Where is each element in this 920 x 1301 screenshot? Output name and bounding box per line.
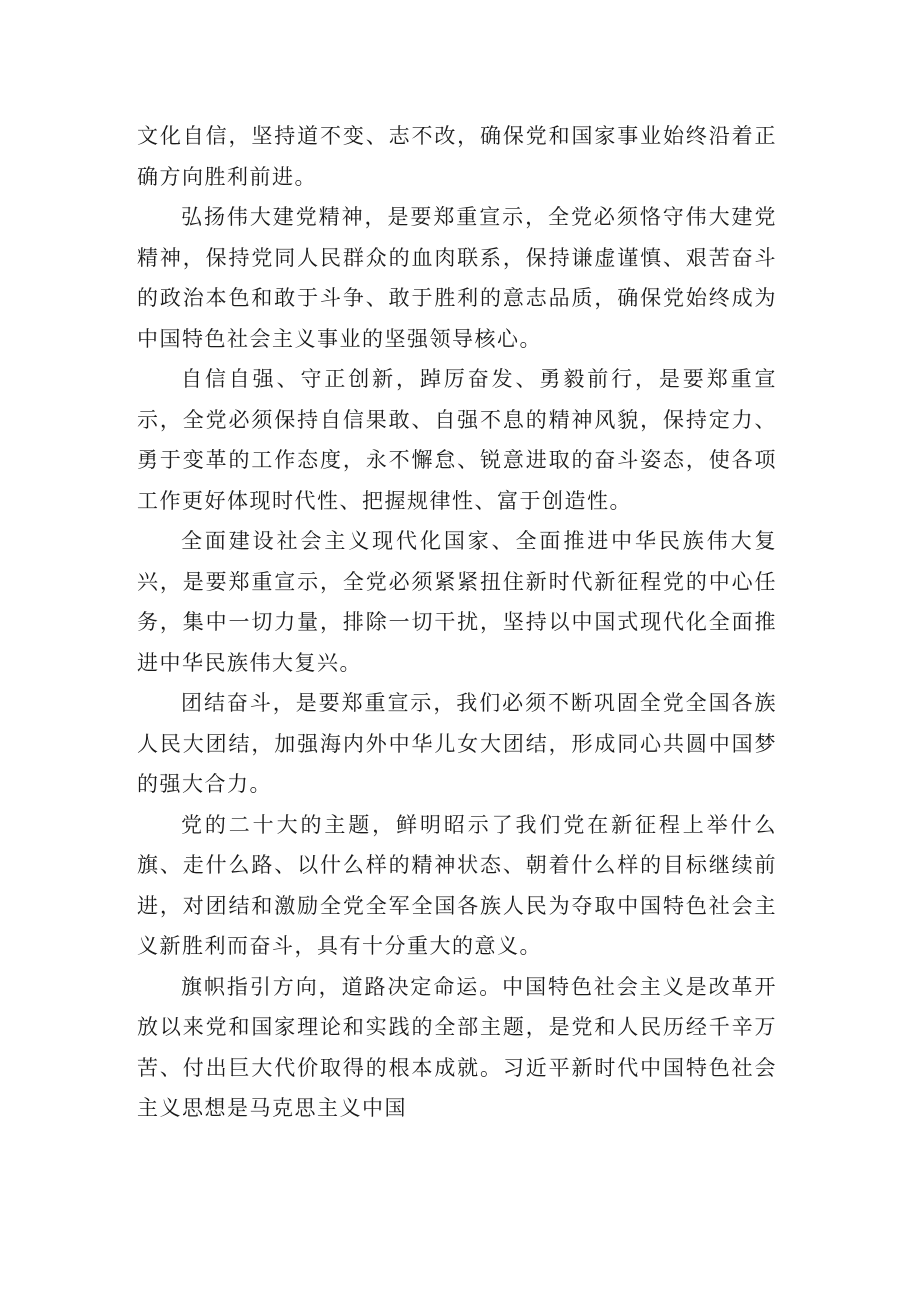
paragraph-1: 文化自信，坚持道不变、志不改，确保党和国家事业始终沿着正确方向胜利前进。 [137,124,777,189]
paragraph-5: 团结奋斗，是要郑重宣示，我们必须不断巩固全党全国各族人民大团结，加强海内外中华儿女大团结，形成同心共圆中国梦的强大合力。 [137,691,777,796]
paragraph-6: 党的二十大的主题，鲜明昭示了我们党在新征程上举什么旗、走什么路、以什么样的精神状态、朝着什么样的目标继续前进，对团结和激励全党全军全国各族人民为夺取中国特色社会主义新胜利而奋斗，具有十分重大的意义。 [137,812,777,958]
paragraph-4: 全面建设社会主义现代化国家、全面推进中华民族伟大复兴，是要郑重宣示，全党必须紧紧扭住新时代新征程党的中心任务，集中一切力量，排除一切干扰，坚持以中国式现代化全面推进中华民族伟大复兴。 [137,529,777,675]
paragraph-2: 弘扬伟大建党精神，是要郑重宣示，全党必须恪守伟大建党精神，保持党同人民群众的血肉联系，保持谦虚谨慎、艰苦奋斗的政治本色和敢于斗争、敢于胜利的意志品质，确保党始终成为中国特色社会主义事业的坚强领导核心。 [137,205,777,351]
paragraph-3: 自信自强、守正创新，踔厉奋发、勇毅前行，是要郑重宣示，全党必须保持自信果敢、自强不息的精神风貌，保持定力、勇于变革的工作态度，永不懈怠、锐意进取的奋斗姿态，使各项工作更好体现时代性、把握规律性、富于创造性。 [137,367,777,513]
paragraph-7: 旗帜指引方向，道路决定命运。中国特色社会主义是改革开放以来党和国家理论和实践的全部主题，是党和人民历经千辛万苦、付出巨大代价取得的根本成就。习近平新时代中国特色社会主义思想是马克思主义中国 [137,974,777,1120]
document-body [137,116,777,1129]
